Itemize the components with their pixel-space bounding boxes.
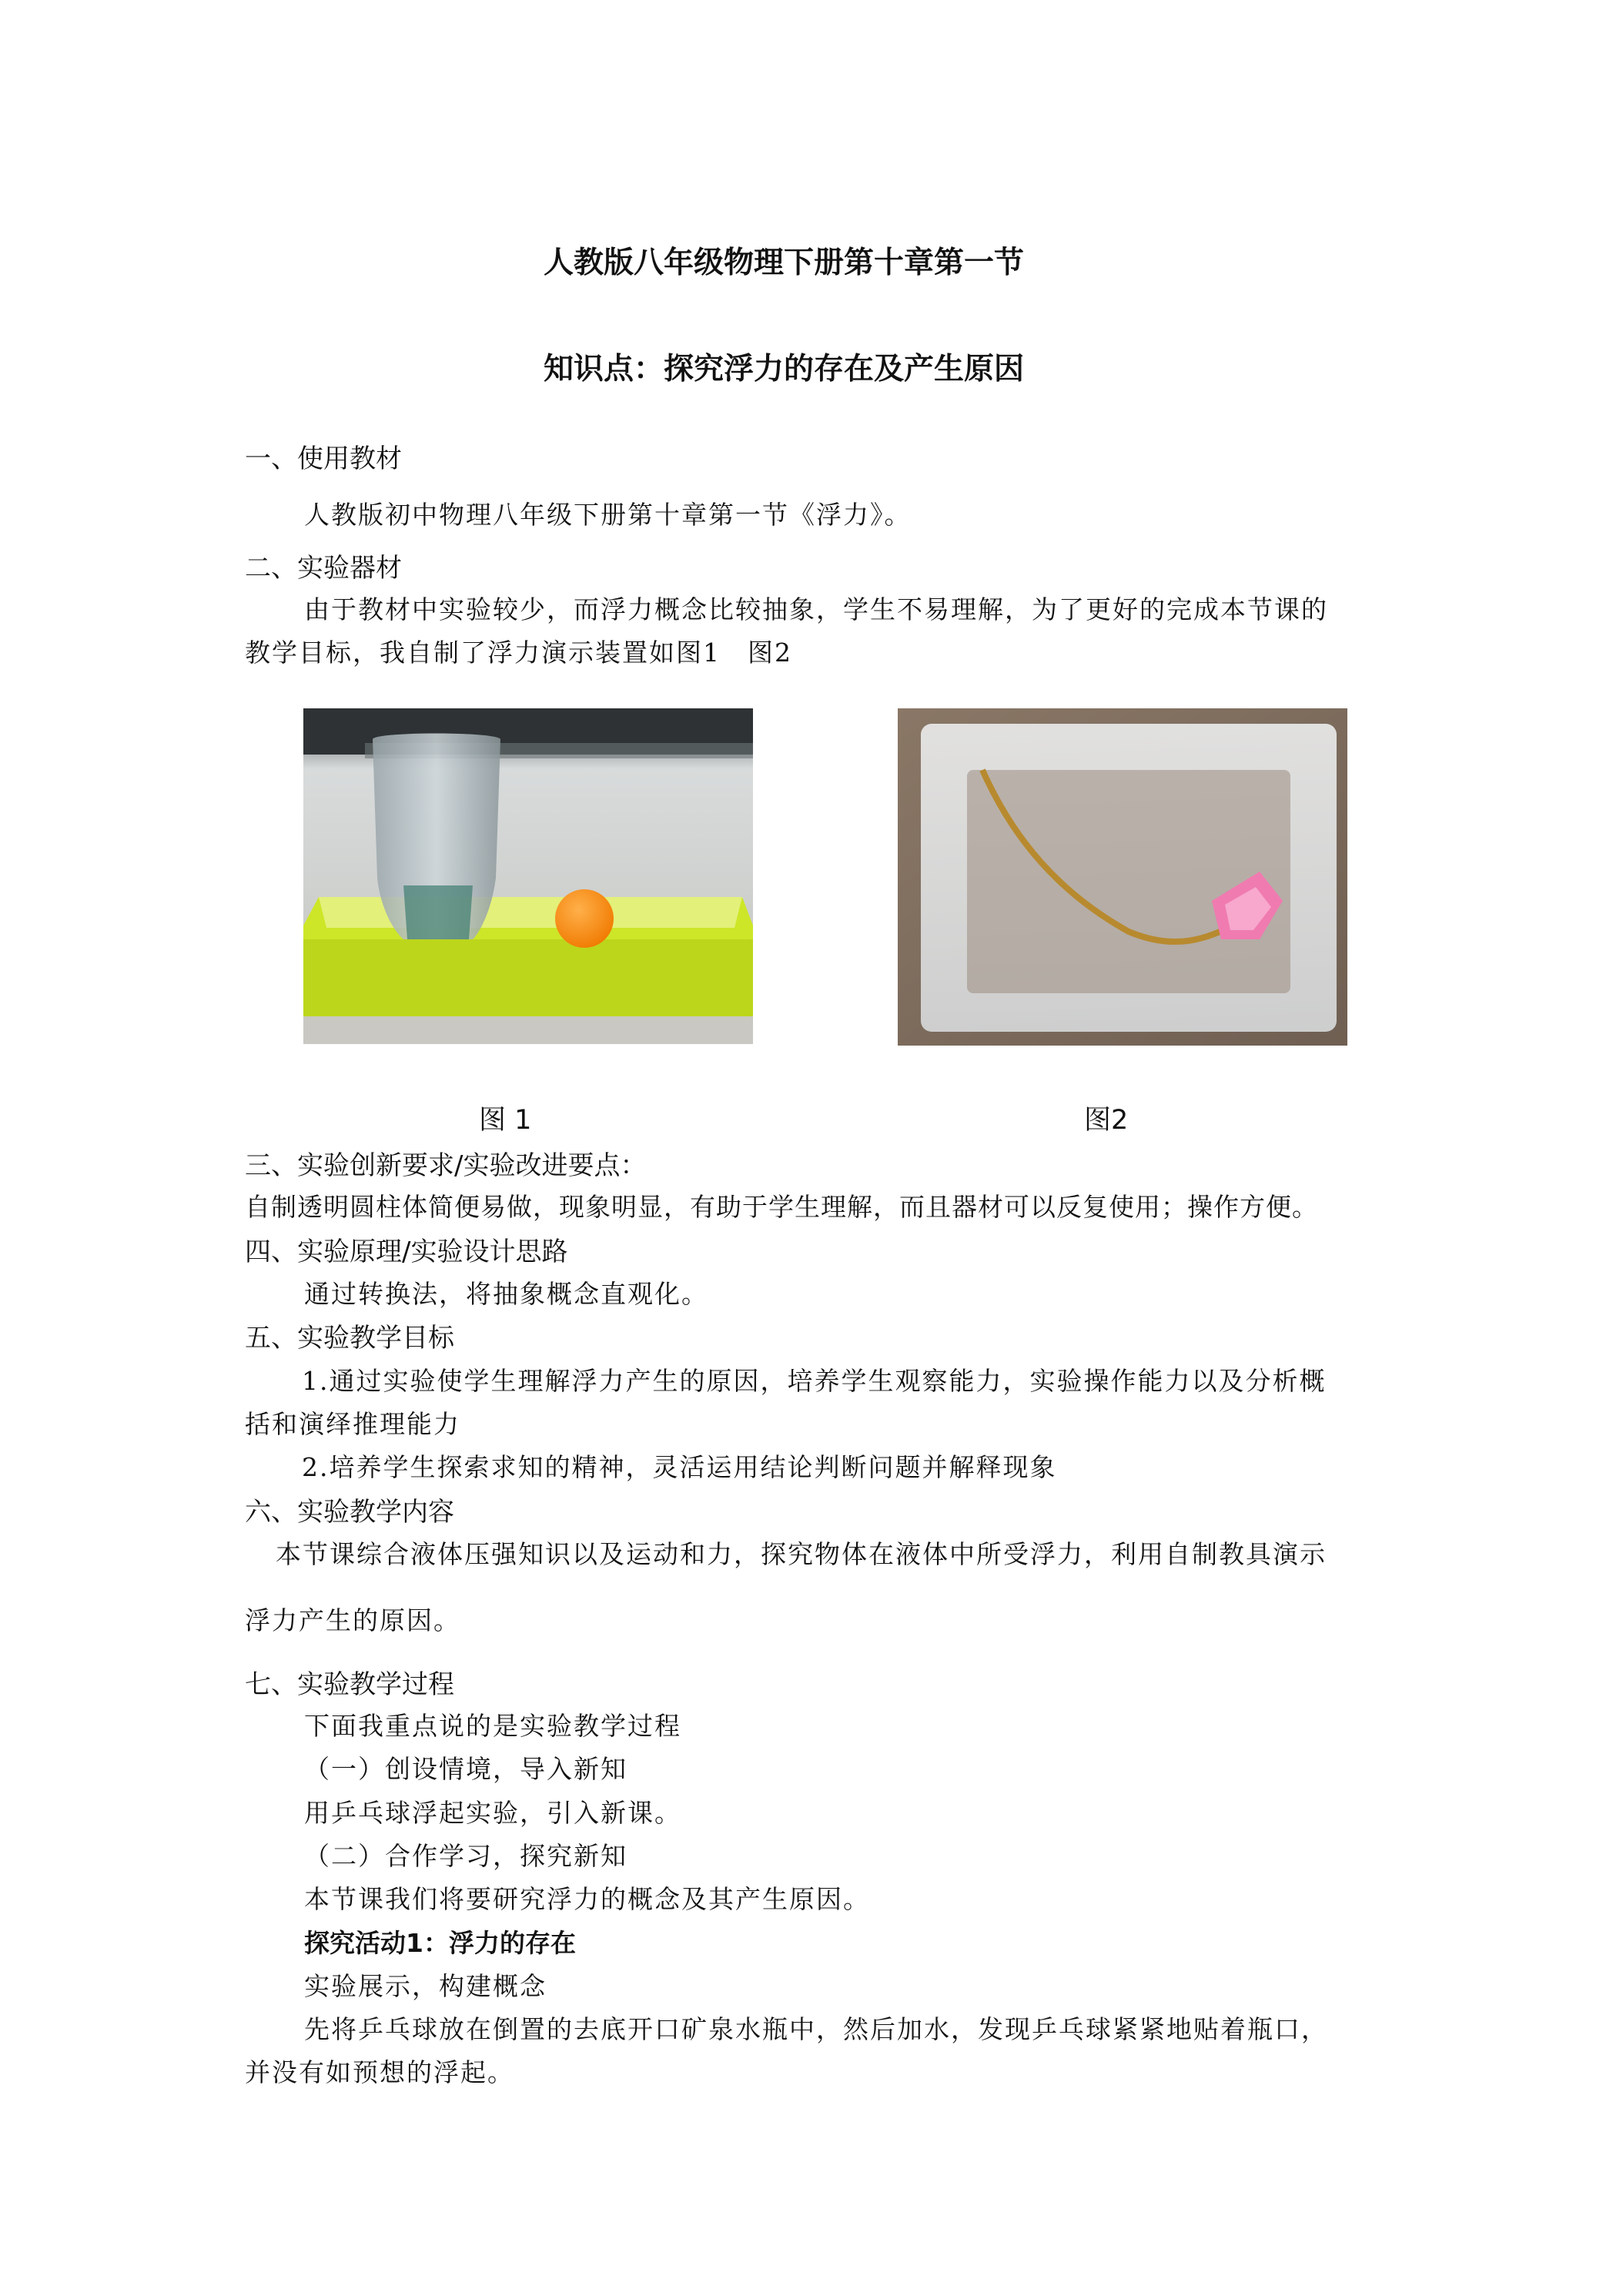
- document-subtitle: 知识点：探究浮力的存在及产生原因: [544, 352, 1025, 387]
- section-7-line8: 并没有如预想的浮起。: [245, 2057, 514, 2087]
- section-5-heading: 五、实验教学目标: [245, 1323, 454, 1354]
- section-6-heading: 六、实验教学内容: [245, 1497, 454, 1528]
- figure-2-caption: 图2: [1084, 1105, 1129, 1136]
- section-7-line3: 用乒乓球浮起实验，引入新课。: [304, 1798, 681, 1828]
- section-1-text: 人教版初中物理八年级下册第十章第一节《浮力》。: [304, 500, 912, 530]
- section-2-text-line2: 教学目标，我自制了浮力演示装置如图1 图2: [245, 638, 792, 668]
- section-7-line4: （二）合作学习，探究新知: [304, 1841, 627, 1871]
- section-5-item1-line1: 1.通过实验使学生理解浮力产生的原因，培养学生观察能力，实验操作能力以及分析概: [302, 1366, 1327, 1396]
- section-1-heading: 一、使用教材: [245, 443, 402, 474]
- section-4-heading: 四、实验原理/实验设计思路: [245, 1237, 568, 1267]
- section-7-line7: 先将乒乓球放在倒置的去底开口矿泉水瓶中，然后加水，发现乒乓球紧紧地贴着瓶口，: [304, 2014, 1328, 2044]
- section-3-heading: 三、实验创新要求/实验改进要点：: [245, 1150, 647, 1181]
- section-5-item2: 2.培养学生探索求知的精神，灵活运用结论判断问题并解释现象: [302, 1452, 1057, 1482]
- section-7-line2: （一）创设情境，导入新知: [304, 1754, 627, 1784]
- figure-1-caption: 图 1: [479, 1105, 532, 1136]
- section-6-text-line1: 本节课综合液体压强知识以及运动和力，探究物体在液体中所受浮力，利用自制教具演示: [276, 1539, 1327, 1569]
- section-7-line5: 本节课我们将要研究浮力的概念及其产生原因。: [304, 1884, 870, 1914]
- figure-2-image: [898, 708, 1347, 1046]
- section-2-text-line1: 由于教材中实验较少，而浮力概念比较抽象，学生不易理解，为了更好的完成本节课的: [304, 594, 1328, 624]
- section-7-activity-heading: 探究活动1：浮力的存在: [304, 1928, 576, 1958]
- figure-1-image: [303, 708, 753, 1044]
- section-4-text: 通过转换法，将抽象概念直观化。: [304, 1279, 708, 1309]
- section-6-text-line2: 浮力产生的原因。: [245, 1605, 460, 1635]
- section-3-text: 自制透明圆柱体简便易做，现象明显，有助于学生理解，而且器材可以反复使用；操作方便。: [245, 1192, 1318, 1222]
- section-7-line1: 下面我重点说的是实验教学过程: [304, 1711, 681, 1741]
- section-7-line6: 实验展示，构建概念: [304, 1971, 547, 2001]
- document-title: 人教版八年级物理下册第十章第一节: [544, 246, 1025, 280]
- section-5-item1-line2: 括和演绎推理能力: [245, 1409, 460, 1439]
- section-2-heading: 二、实验器材: [245, 553, 402, 584]
- section-7-heading: 七、实验教学过程: [245, 1669, 454, 1700]
